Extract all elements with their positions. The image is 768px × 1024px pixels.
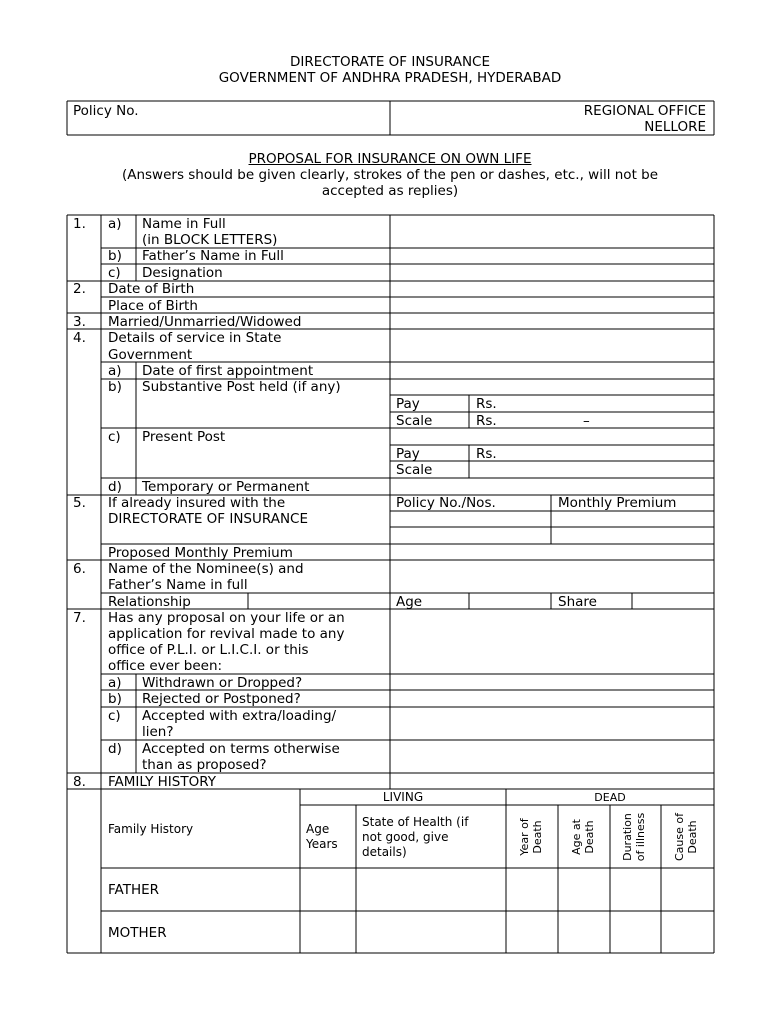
q2-number: 2.	[73, 281, 86, 297]
q4c-tag: c)	[108, 429, 121, 445]
regional-office-label: REGIONAL OFFICE	[583, 103, 706, 119]
q4b-scale-rs: Rs.	[476, 413, 497, 429]
marital-status-label: Married/Unmarried/Widowed	[108, 314, 302, 330]
regional-office-name: NELLORE	[644, 119, 706, 135]
q4d-label: Temporary or Permanent	[142, 479, 310, 495]
q7c-label-line-2: lien?	[142, 724, 174, 740]
q8-number: 8.	[73, 774, 86, 790]
cause-of-death-line-2: Death	[686, 820, 699, 854]
q4b-tag: b)	[108, 379, 122, 395]
cause-of-death-line-1: Cause of	[673, 813, 686, 861]
age-at-death-line-1: Age at	[570, 819, 583, 855]
q5-label-line-2: DIRECTORATE OF INSURANCE	[108, 511, 309, 527]
date-of-birth-label: Date of Birth	[108, 281, 195, 297]
q1a-tag: a)	[108, 216, 122, 232]
q1c-label: Designation	[142, 265, 223, 281]
q6-label-line-1: Name of the Nominee(s) and	[108, 561, 304, 577]
state-of-health-line-2: not good, give	[362, 830, 449, 844]
family-history-column-label: Family History	[108, 822, 194, 836]
q5-number: 5.	[73, 495, 86, 511]
q4b-scale-dash: –	[583, 413, 590, 429]
q1b-label: Father’s Name in Full	[142, 248, 284, 264]
proposed-premium-label: Proposed Monthly Premium	[108, 545, 293, 561]
q7c-label-line-1: Accepted with extra/loading/	[142, 708, 337, 724]
q6-number: 6.	[73, 561, 86, 577]
q1-number: 1.	[73, 216, 86, 232]
q7a-tag: a)	[108, 675, 122, 691]
proposal-title: PROPOSAL FOR INSURANCE ON OWN LIFE	[248, 151, 532, 167]
q4c-label: Present Post	[142, 429, 226, 445]
q4c-pay-rs: Rs.	[476, 446, 497, 462]
q7-number: 7.	[73, 610, 86, 626]
father-row-label: FATHER	[108, 882, 160, 898]
year-of-death-line-1: Year of	[518, 818, 531, 856]
nominee-share-label: Share	[558, 594, 597, 610]
age-years-line-1: Age	[306, 822, 330, 836]
age-at-death-line-2: Death	[583, 820, 596, 854]
q4c-scale-label: Scale	[396, 462, 433, 478]
family-history-heading: FAMILY HISTORY	[108, 774, 216, 790]
proposal-note-line-2: accepted as replies)	[321, 183, 459, 199]
q7-label-line-3: office of P.L.I. or L.I.C.I. or this	[108, 642, 309, 658]
q4b-scale-label: Scale	[396, 413, 433, 429]
monthly-premium-header: Monthly Premium	[558, 495, 677, 511]
q4-number: 4.	[73, 330, 86, 346]
policy-no-label: Policy No.	[73, 103, 139, 119]
q7b-label: Rejected or Postponed?	[142, 691, 301, 707]
q6-label-line-2: Father’s Name in full	[108, 577, 248, 593]
q7-label-line-4: office ever been:	[108, 658, 223, 674]
q7d-tag: d)	[108, 741, 122, 757]
duration-of-illness-line-2: of illness	[634, 812, 647, 862]
q7d-label-line-2: than as proposed?	[142, 757, 267, 773]
q7-label-line-1: Has any proposal on your life or an	[108, 610, 345, 626]
q4d-tag: d)	[108, 479, 122, 495]
state-of-health-line-1: State of Health (if	[362, 815, 469, 829]
nominee-age-label: Age	[396, 594, 423, 610]
q4a-label: Date of first appointment	[142, 363, 314, 379]
age-years-line-2: Years	[306, 837, 338, 851]
q4b-pay-rs: Rs.	[476, 396, 497, 412]
q7-label-line-2: application for revival made to any	[108, 626, 345, 642]
q7a-label: Withdrawn or Dropped?	[142, 675, 303, 691]
q4b-label: Substantive Post held (if any)	[142, 379, 341, 395]
q4-label-line-2: Government	[108, 347, 193, 363]
q7b-tag: b)	[108, 691, 122, 707]
proposal-note-line-1: (Answers should be given clearly, strokes of the pen or dashes, etc., will not be	[121, 167, 659, 183]
duration-of-illness-line-1: Duration	[621, 813, 634, 861]
year-of-death-line-2: Death	[531, 820, 544, 854]
q5-label-line-1: If already insured with the	[108, 495, 286, 511]
relationship-label: Relationship	[108, 594, 191, 610]
q4-label-line-1: Details of service in State	[108, 330, 282, 346]
living-header: LIVING	[382, 790, 424, 804]
q4c-pay-label: Pay	[396, 446, 420, 462]
q7c-tag: c)	[108, 708, 121, 724]
policy-nos-header: Policy No./Nos.	[396, 495, 496, 511]
q3-number: 3.	[73, 314, 86, 330]
q1b-tag: b)	[108, 248, 122, 264]
header-line-1: DIRECTORATE OF INSURANCE	[289, 54, 490, 70]
q4b-pay-label: Pay	[396, 396, 420, 412]
dead-header: DEAD	[594, 791, 626, 804]
q1c-tag: c)	[108, 265, 121, 281]
q4a-tag: a)	[108, 363, 122, 379]
header-line-2: GOVERNMENT OF ANDHRA PRADESH, HYDERABAD	[218, 70, 562, 86]
place-of-birth-label: Place of Birth	[108, 298, 198, 314]
mother-row-label: MOTHER	[108, 925, 167, 941]
q7d-label-line-1: Accepted on terms otherwise	[142, 741, 340, 757]
q1a-label-note: (in BLOCK LETTERS)	[142, 232, 278, 248]
state-of-health-line-3: details)	[362, 845, 407, 859]
q1a-label: Name in Full	[142, 216, 226, 232]
